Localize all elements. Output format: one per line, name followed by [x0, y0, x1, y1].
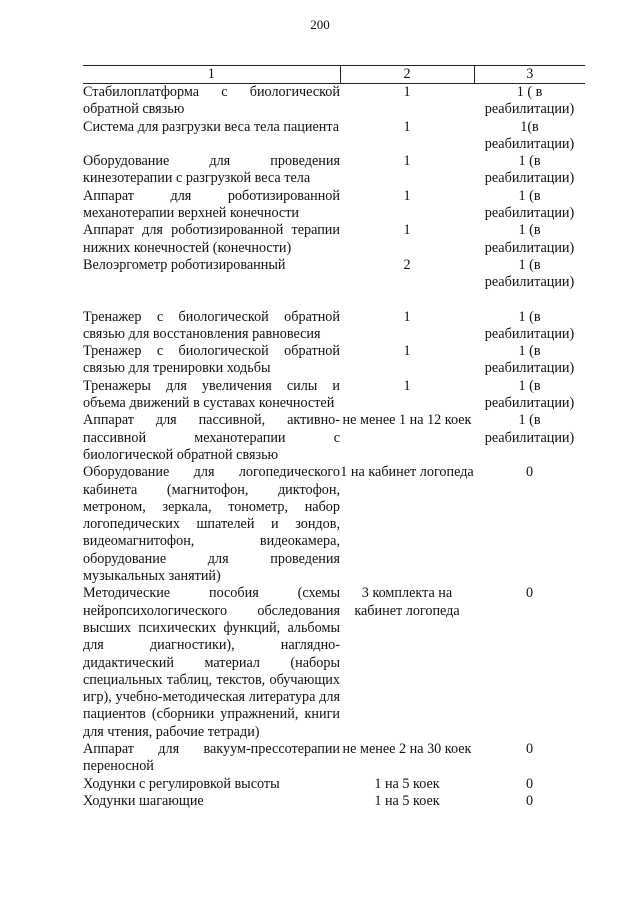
rehabilitation-quantity: 1 (в реабилитации) — [484, 377, 575, 412]
table-row — [83, 119, 585, 154]
equipment-quantity: 1 — [403, 118, 411, 135]
equipment-name: Ходунки шагающие — [83, 792, 204, 809]
rehabilitation-quantity: 0 — [525, 740, 534, 757]
table-row — [83, 776, 585, 793]
equipment-name: Ходунки с регулировкой высоты — [83, 775, 280, 792]
equipment-table — [83, 65, 585, 810]
equipment-name: Тренажеры для увеличения силы и объема движений в суставах конечностей — [83, 377, 340, 412]
rehabilitation-quantity: 1(в реабилитации) — [484, 118, 575, 152]
equipment-quantity: 3 комплекта на кабинет логопеда — [354, 585, 460, 619]
equipment-name: Система для разгрузки веса тела пациента — [83, 118, 340, 135]
equipment-name: Тренажер с биологической обратной связью для тренировки ходьбы — [83, 343, 340, 377]
table-row — [83, 793, 585, 810]
equipment-name: Стабилоплатформа с биологической обратной связью — [83, 84, 340, 118]
equipment-quantity: 2 — [403, 256, 411, 273]
rehabilitation-quantity: 1 ( в реабилитации) — [484, 84, 575, 118]
equipment-name: Методические пособия (схемы нейропсихологического обследования высших психических функций, альбомы для диагностики), наглядно-дидактический материал (наборы специальных таблиц, текстов, обучающих игр), учебно-методическая литература для пациентов (сборники упражнений, книги для чтения, рабочие тетради) — [83, 585, 340, 740]
rehabilitation-quantity: 0 — [525, 792, 534, 809]
equipment-quantity: 1 на 5 коек — [374, 775, 440, 792]
rehabilitation-quantity: 1 (в реабилитации) — [484, 343, 575, 377]
table-row — [83, 378, 585, 413]
column-header-3: 3 — [474, 66, 585, 84]
table-row — [83, 464, 585, 585]
equipment-name: Аппарат для роботизированной терапии нижних конечностей (конечности) — [83, 222, 340, 256]
rehabilitation-quantity: 1 (в реабилитации) — [484, 308, 575, 342]
rehabilitation-quantity: 0 — [525, 775, 534, 792]
equipment-name: Аппарат для роботизированной механотерапии верхней конечности — [83, 187, 340, 222]
table-row — [83, 84, 585, 119]
rehabilitation-quantity: 1 (в реабилитации) — [484, 412, 575, 446]
table-row — [83, 741, 585, 776]
equipment-quantity: 1 — [403, 187, 411, 204]
table-row — [83, 153, 585, 188]
table-row — [83, 343, 585, 378]
table-row — [83, 585, 585, 741]
equipment-name: Велоэргометр роботизированный — [83, 256, 286, 273]
column-header-2: 2 — [340, 66, 474, 84]
table-header-row — [83, 66, 585, 84]
rehabilitation-quantity: 0 — [525, 585, 534, 602]
equipment-quantity: не менее 1 на 12 коек — [342, 412, 472, 429]
equipment-name: Тренажер с биологической обратной связью для восстановления равновесия — [83, 308, 340, 342]
column-header-1: 1 — [83, 66, 340, 84]
equipment-quantity: 1 на кабинет логопеда — [340, 464, 474, 481]
table-row — [83, 257, 585, 309]
equipment-name: Оборудование для логопедического кабинета (магнитофон, диктофон, метроном, зеркала, тонометр, набор логопедических шпателей и зондов, видеомагнитофон, видеокамера, оборудование для проведения музыкальных занятий) — [83, 464, 340, 585]
rehabilitation-quantity: 1 (в реабилитации) — [484, 153, 575, 187]
rehabilitation-quantity: 1 (в реабилитации) — [484, 256, 575, 291]
rehabilitation-quantity: 1 (в реабилитации) — [484, 187, 575, 222]
table-row — [83, 309, 585, 344]
equipment-quantity: 1 — [403, 222, 411, 239]
equipment-quantity: 1 — [403, 377, 411, 394]
table-row — [83, 222, 585, 257]
equipment-quantity: не менее 2 на 30 коек — [342, 740, 472, 757]
equipment-name: Аппарат для пассивной, активно-пассивной механотерапии с биологической обратной связью — [83, 412, 340, 463]
rehabilitation-quantity: 0 — [525, 464, 534, 481]
rehabilitation-quantity: 1 (в реабилитации) — [484, 222, 575, 256]
equipment-name: Оборудование для проведения кинезотерапии с разгрузкой веса тела — [83, 153, 340, 187]
table-row — [83, 188, 585, 223]
equipment-quantity: 1 — [403, 343, 411, 360]
table-row — [83, 412, 585, 464]
page-number: 200 — [310, 17, 330, 32]
equipment-quantity: 1 на 5 коек — [374, 792, 440, 809]
equipment-quantity: 1 — [403, 153, 411, 170]
equipment-quantity: 1 — [403, 84, 411, 100]
equipment-name: Аппарат для вакуум-прессотерапии переносной — [83, 740, 340, 775]
equipment-quantity: 1 — [403, 308, 411, 325]
